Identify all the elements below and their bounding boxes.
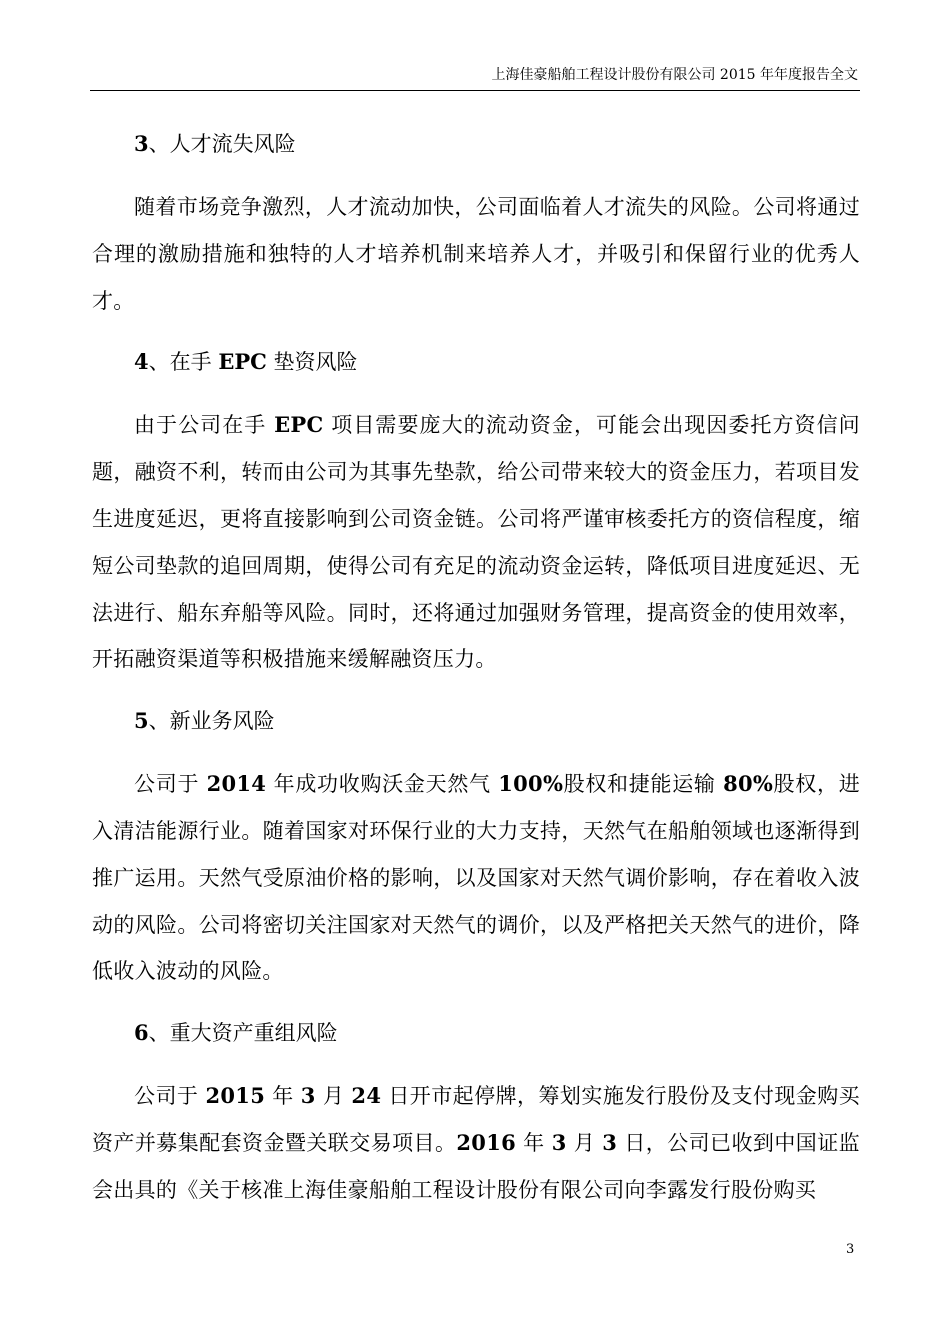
paragraph-text: 月 (566, 1130, 603, 1155)
paragraph-text: 股权，进入清洁能源行业。随着国家对环保行业的大力支持，天然气在船舶领域也逐渐得到推广运用。天然气受原油价格的影响，以及国家对天然气调价影响，存在着收入波动的风险。公司将密切关注国家对天然气的调价，以及严格把关天然气的进价，降低收入波动的风险。 (92, 772, 861, 984)
paragraph-bold: 3 (300, 1083, 316, 1109)
section-heading-5 (92, 695, 860, 747)
page-header (90, 66, 860, 91)
page-number: 3 (846, 1242, 855, 1257)
paragraph-bold: 2014 (206, 771, 267, 797)
paragraph-text: 年成功收购沃金天然气 (266, 772, 499, 797)
section-number: 5 (134, 708, 149, 734)
paragraph-bold: 100% (498, 771, 564, 797)
paragraph-bold: 2016 (456, 1129, 517, 1155)
paragraph-text: 由于公司在手 (134, 413, 275, 438)
paragraph-text: 公司于 (134, 772, 207, 797)
paragraph-bold: 3 (602, 1129, 618, 1155)
paragraph-bold: 2015 (205, 1083, 266, 1109)
section-heading-4 (92, 336, 860, 388)
section-paragraph-6 (92, 1073, 860, 1213)
section-title: 、人才流失风险 (148, 132, 296, 156)
paragraph-text: 日开市起停牌，筹划实施发行股份及支付现金购买资产并募集配套资金暨关联交易项目。 (92, 1084, 860, 1155)
paragraph-text: 年 (516, 1130, 552, 1155)
section-heading-6 (92, 1007, 860, 1059)
paragraph-text: 项目需要庞大的流动资金，可能会出现因委托方资信问题，融资不利，转而由公司为其事先垫款，给公司带来较大的资金压力，若项目发生进度延迟，更将直接影响到公司资金链。公司将严谨审核委托方的资信程度，缩短公司垫款的追回周期，使得公司有充足的流动资金运转，降低项目进度延迟、无法进行、船东弃船等风险。同时，还将通过加强财务管理，提高资金的使用效率，开拓融资渠道等积极措施来缓解融资压力。 (92, 413, 860, 672)
paragraph-bold: 3 (551, 1129, 567, 1155)
section-title-post: 垫资风险 (266, 350, 358, 375)
paragraph-text: 公司于 (134, 1084, 206, 1109)
section-number: 4 (134, 349, 149, 375)
paragraph-bold: EPC (274, 412, 324, 438)
section-paragraph-4 (92, 402, 860, 683)
paragraph-text: 年 (265, 1084, 301, 1109)
section-heading-3 (92, 118, 860, 170)
section-title: 、新业务风险 (148, 709, 275, 734)
header-title: 上海佳豪船舶工程设计股份有限公司 2015 年年度报告全文 (491, 67, 858, 83)
paragraph-text: 日，公司已收到中国证监会出具的《关于核准上海佳豪船舶工程设计股份有限公司向李露发行股份购买 (92, 1130, 860, 1202)
section-paragraph-5 (92, 761, 860, 995)
section-paragraph-3: 随着市场竞争激烈，人才流动加快，公司面临着人才流失的风险。公司将通过合理的激励措施和独特的人才培养机制来培养人才，并吸引和保留行业的优秀人才。 (92, 195, 860, 313)
section-number: 3 (134, 131, 149, 156)
paragraph-bold: 24 (351, 1083, 382, 1109)
section-title-bold: EPC (218, 349, 267, 375)
paragraph-text: 股权和捷能运输 (563, 772, 724, 797)
section-title-pre: 、在手 (148, 350, 219, 375)
section-title: 、重大资产重组风险 (148, 1021, 338, 1046)
paragraph-text: 月 (315, 1084, 352, 1109)
document-body (92, 118, 860, 1226)
section-number: 6 (134, 1020, 149, 1046)
paragraph-bold: 80% (723, 771, 774, 797)
